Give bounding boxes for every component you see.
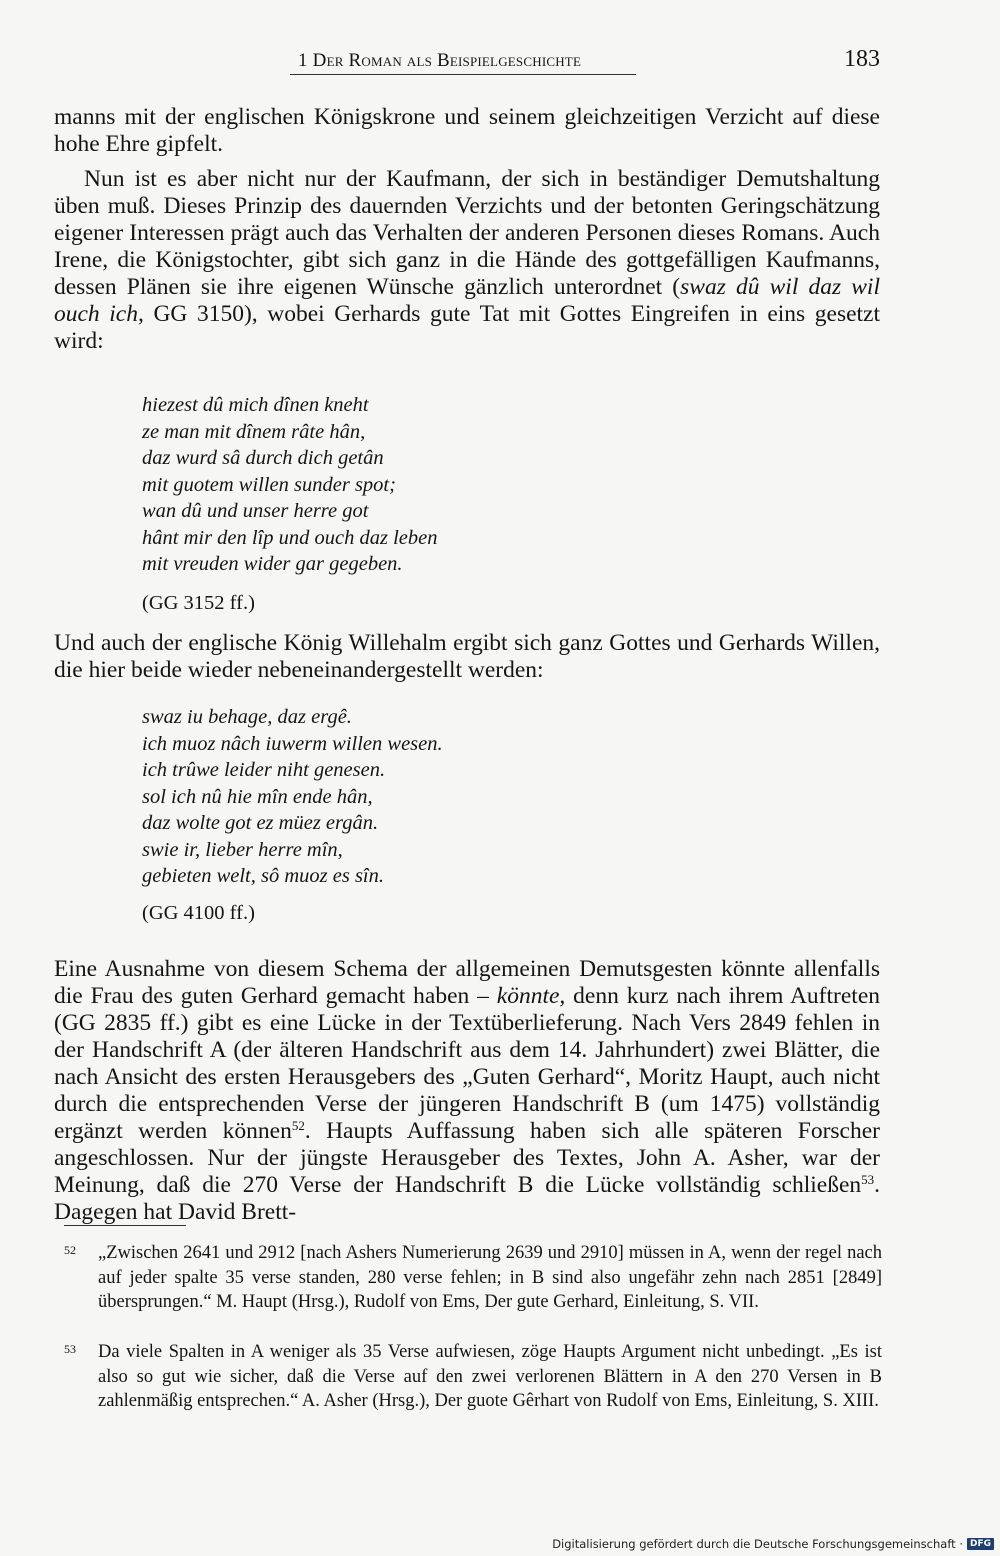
footnote-ref-53[interactable]: 53	[861, 1172, 875, 1187]
verse-line: mit vreuden wider gar gegeben.	[142, 553, 403, 575]
verse-line: hiezest dû mich dînen kneht	[142, 394, 369, 416]
verse-line: swaz iu behage, daz ergê.	[142, 706, 352, 728]
verse-reference-2: (GG 4100 ff.)	[142, 902, 255, 924]
verse-line: ze man mit dînem râte hân,	[142, 420, 366, 443]
paragraph-3: Und auch der englische König Willehalm ergibt sich ganz Gottes und Gerhards Willen, die hier beide wieder nebeneinandergestellt werden:	[54, 630, 880, 683]
verse-block-2	[142, 704, 742, 890]
verse-block-1	[142, 392, 742, 578]
footnote-number: 52	[64, 1243, 76, 1257]
paragraph-4-text: denn kurz nach ihrem Auftreten (GG 2835 ff.) gibt es eine Lücke in der Textüberlieferung. Nach Vers 2849 fehlen in der Handschrift A (der älteren Handschrift aus dem 14. Jahrhundert) zwei Blätter, die nach Ansicht des ersten Herausgebers des „Guten Gerhard“, Moritz Haupt, auch nicht durch die entsprechenden Verse der jüngeren Handschrift B (um 1475) vollständig ergänzt werden können	[54, 983, 881, 1144]
footnote-52	[64, 1241, 882, 1315]
paragraph-1: manns mit der englischen Königskrone und seinem gleichzeitigen Verzicht auf diese hohe Ehre gipfelt.	[54, 104, 880, 157]
paragraph-2	[54, 166, 880, 355]
paragraph-2-text: Nun ist es aber nicht nur der Kaufmann, der sich in beständiger Demutshaltung üben muß. Dieses Prinzip des dauernden Verzichts und der betonten Geringschätzung eigener Interessen prägt auch das Verhalten der anderen Personen dieses Romans. Auch Irene, die Königstochter, gibt sich ganz in die Hände des gottgefälligen Kaufmanns, dessen Plänen sie ihre eigenen Wünsche gänzlich unterordnet (	[54, 166, 880, 300]
verse-line: daz wurd sâ durch dich getân	[142, 447, 384, 469]
verse-line: wan dû und unser herre got	[142, 500, 369, 522]
running-head	[290, 46, 880, 76]
dfg-logo: DFG	[967, 1538, 994, 1550]
verse-line: ich trûwe leider niht genesen.	[142, 759, 386, 781]
paragraph-2-text-end: GG 3150), wobei Gerhards gute Tat mit Gottes Eingreifen in eins gesetzt wird:	[54, 301, 881, 354]
footnote-text: Da viele Spalten in A weniger als 35 Verse aufwiesen, zöge Haupts Argument nicht unbedingt. „Es ist also so gut wie sicher, daß die Verse auf den zwei verlorenen Blättern in A den 270 Versen in B zahlenmäßig entsprechen.“ A. Asher (Hrsg.), Der guote Gêrhart von Rudolf von Ems, Einleitung, S. XIII.	[98, 1342, 882, 1412]
verse-line: mit guotem willen sunder spot;	[142, 473, 396, 496]
header-rule	[290, 74, 636, 75]
verse-line: hânt mir den lîp und ouch daz leben	[142, 526, 438, 549]
page-number: 183	[844, 46, 880, 72]
footnote-rule	[64, 1225, 186, 1226]
verse-reference-1: (GG 3152 ff.)	[142, 592, 255, 614]
paragraph-4-text: . Dagegen hat David Brett-	[54, 1172, 880, 1225]
verse-line: gebieten welt, sô muoz es sîn.	[142, 865, 384, 887]
verse-line: daz wolte got ez müez ergân.	[142, 812, 379, 834]
verse-line: sol ich nû hie mîn ende hân,	[142, 785, 373, 808]
footnote-ref-52[interactable]: 52	[291, 1118, 305, 1133]
digitization-footer	[552, 1537, 994, 1551]
footer-text: Digitalisierung gefördert durch die Deutsche Forschungsgemeinschaft ·	[552, 1537, 963, 1551]
paragraph-4-text: Eine Ausnahme von diesem Schema der allgemeinen Demutsgesten könnte allenfalls die Frau des guten Gerhard gemacht haben –	[54, 956, 880, 1009]
verse-line: swie ir, lieber herre mîn,	[142, 838, 343, 861]
footnote-number: 53	[64, 1342, 76, 1356]
paragraph-4-emphasis: könnte,	[496, 983, 566, 1009]
paragraph-2-quote: swaz dû wil daz wil ouch ich,	[54, 274, 880, 327]
verse-line: ich muoz nâch iuwerm willen wesen.	[142, 732, 443, 755]
paragraph-4	[54, 956, 880, 1226]
chapter-title: 1 Der Roman als Beispielgeschichte	[298, 50, 582, 71]
footnote-53	[64, 1340, 882, 1414]
footnote-text: „Zwischen 2641 und 2912 [nach Ashers Numerierung 2639 und 2910] müssen in A, wenn der regel nach auf jeder spalte 35 verse standen, 280 verse fehlen; in B sind also ungefähr zehn nach 2851 [2849] übersprungen.“ M. Haupt (Hrsg.), Rudolf von Ems, Der gute Gerhard, Einleitung, S. VII.	[98, 1243, 882, 1313]
paragraph-4-text: . Haupts Auffassung haben sich alle späteren Forscher angeschlossen. Nur der jüngste Herausgeber des Textes, John A. Asher, war der Meinung, daß die 270 Verse der Handschrift B die Lücke vollständig schließen	[54, 1118, 880, 1198]
